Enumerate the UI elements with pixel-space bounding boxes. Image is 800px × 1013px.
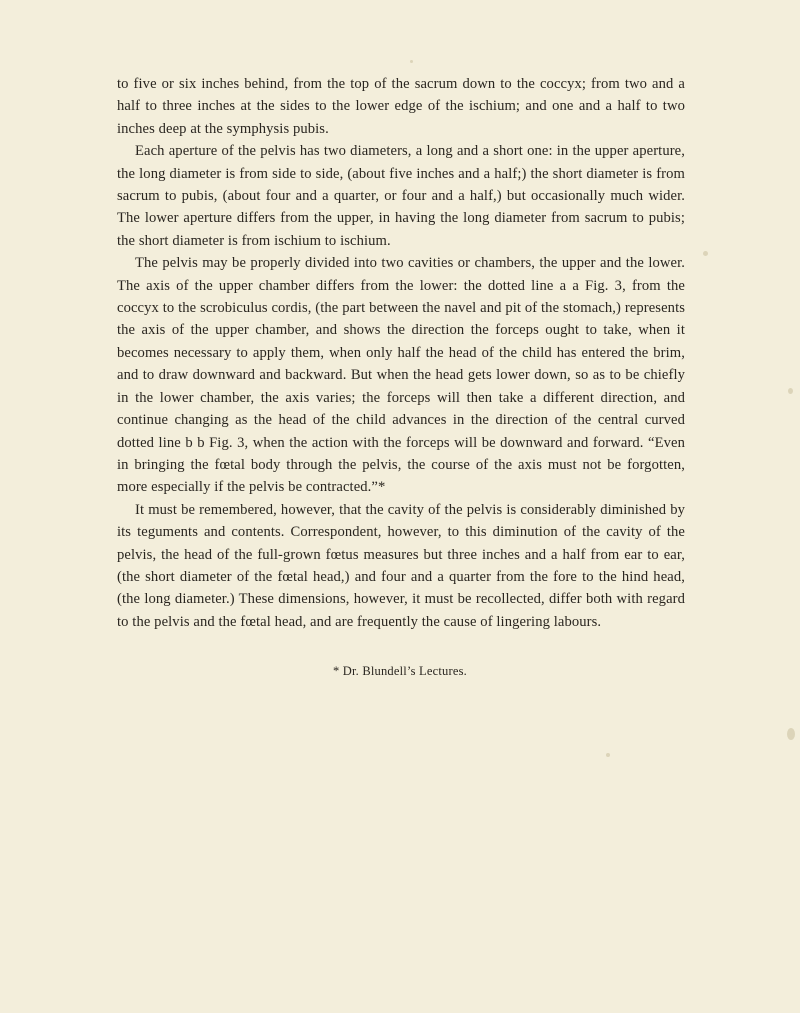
paragraph-3: The pelvis may be properly divided into two cavities or chambers, the upper and the lower. The axis of the upper chamber differs from the lower: the dotted line a a Fig. 3, from the coccyx to the scrobiculus cordis, (the part between the navel and pit of the stomach,) represents the axis of the upper chamber, and shows the direction the forceps ought to take, when it becomes necessary to apply them, when only half the head of the child has entered the brim, and to draw downward and backward. But when the head gets lower down, so as to be chiefly in the lower chamber, the axis varies; the forceps will then take a different direction, and continue changing as the head of the child advances in the direction of the central curved dotted line b b Fig. 3, when the action with the forceps will be downward and forward. “Even in bringing the fœtal body through the pelvis, the course of the axis must not be forgotten, more especially if the pelvis be contracted.”*: [117, 255, 685, 496]
paper-speck: [703, 251, 708, 256]
footnote: * Dr. Blundell’s Lectures.: [333, 664, 467, 678]
paper-speck: [788, 388, 793, 394]
paper-speck: [410, 60, 413, 63]
paragraph-4: It must be remembered, however, that the cavity of the pelvis is considerably diminished by its teguments and contents. Correspondent, however, to this diminution of the cavity of the pelvis, the head of the full-grown fœtus measures but three inches and a half from ear to ear, (the short diameter of the fœtal head,) and four and a quarter from the fore to the hind head, (the long diameter.) These dimensions, however, it must be recollected, differ both with regard to the pelvis and the fœtal head, and are frequently the cause of lingering labours.: [117, 501, 685, 630]
paper-speck: [606, 753, 610, 757]
paragraph-2: Each aperture of the pelvis has two diameters, a long and a short one: in the upper aperture, the long diameter is from side to side, (about five inches and a half;) the short diameter is from sacrum to pubis, (about four and a quarter, or four and a half,) but occasionally much wider. The lower aperture differs from the upper, in having the long diameter from sacrum to pubis; the short diameter is from ischium to ischium.: [117, 143, 685, 249]
paper-speck: [787, 728, 795, 740]
paragraph-1: to five or six inches behind, from the top of the sacrum down to the coccyx; from two and a half to three inches at the sides to the lower edge of the ischium; and one and a half to two inches deep at the symphysis pubis.: [117, 76, 685, 137]
body-text: [117, 73, 685, 633]
